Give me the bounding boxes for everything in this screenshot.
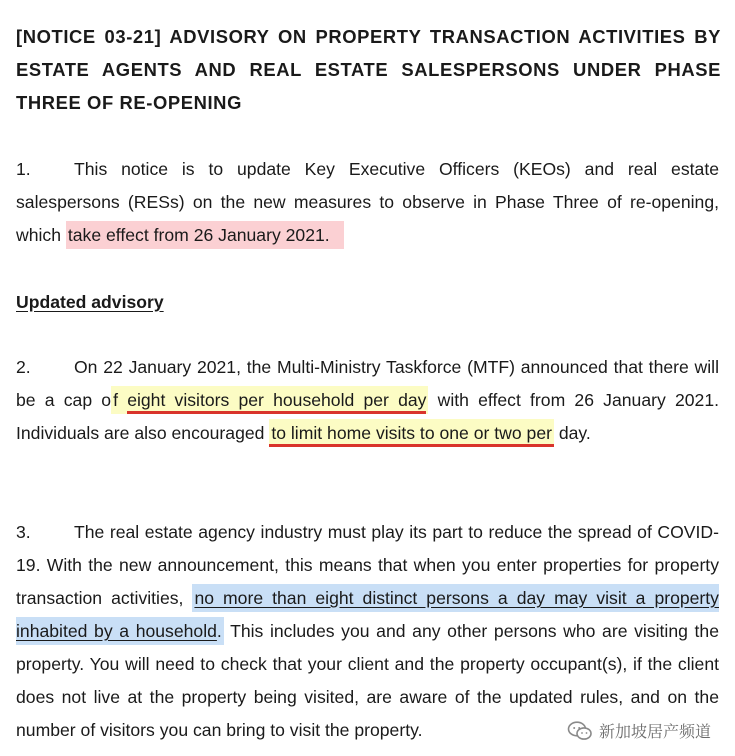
paragraph-text: On 22 January 2021, the Multi-Ministry Taskforce (MTF) announced that there will be a cap o bbox=[16, 357, 719, 410]
watermark-text: 新加坡居产频道 bbox=[598, 722, 711, 741]
paragraph-number: 1. bbox=[16, 159, 31, 179]
section-heading: Updated advisory bbox=[16, 292, 164, 312]
notice-title: [NOTICE 03-21] ADVISORY ON PROPERTY TRANSACTION ACTIVITIES BY ESTATE AGENTS AND REAL ESTATE SALESPERSONS UNDER PHASE THREE OF RE-OPENING bbox=[16, 26, 721, 113]
underlined-text: no more than eight distinct persons a day may visit a property inhabited by a household bbox=[16, 588, 719, 641]
paragraph-text: with effect from 26 January 2021. Individuals are also encouraged bbox=[16, 390, 719, 443]
highlight-prefix: f bbox=[113, 390, 128, 410]
highlight-home-visits: to limit home visits to one or two per bbox=[269, 419, 554, 447]
paragraph-text: This includes you and any other persons who are visiting the property. You will need to check that your client and the property occupant(s), if the client does not live at the property being visited, are aware of the updated rules, and on the number of visitors you can bring to visit the property. bbox=[16, 621, 719, 740]
highlight-visitor-cap bbox=[111, 386, 428, 414]
paragraph-1 bbox=[16, 153, 719, 252]
paragraph-3 bbox=[16, 516, 719, 747]
wechat-icon bbox=[567, 721, 593, 741]
paragraph-number: 2. bbox=[16, 357, 31, 377]
paragraph-text: day. bbox=[553, 423, 591, 443]
watermark bbox=[563, 717, 717, 744]
paragraph-text: The real estate agency industry must play its part to reduce the spread of COVID-19. With the new announcement, this means that when you enter properties for property transaction activities, bbox=[16, 522, 719, 608]
red-underlined-text: eight visitors per household per day bbox=[127, 390, 426, 414]
highlight-period: . bbox=[216, 621, 222, 641]
paragraph-2 bbox=[16, 351, 719, 450]
highlight-effective-date: take effect from 26 January 2021. bbox=[66, 221, 344, 249]
paragraph-number: 3. bbox=[16, 522, 31, 542]
paragraph-text: This notice is to update Key Executive Officers (KEOs) and real estate salespersons (RESs) on the new measures to observe in Phase Three of re-opening, which bbox=[16, 159, 719, 245]
